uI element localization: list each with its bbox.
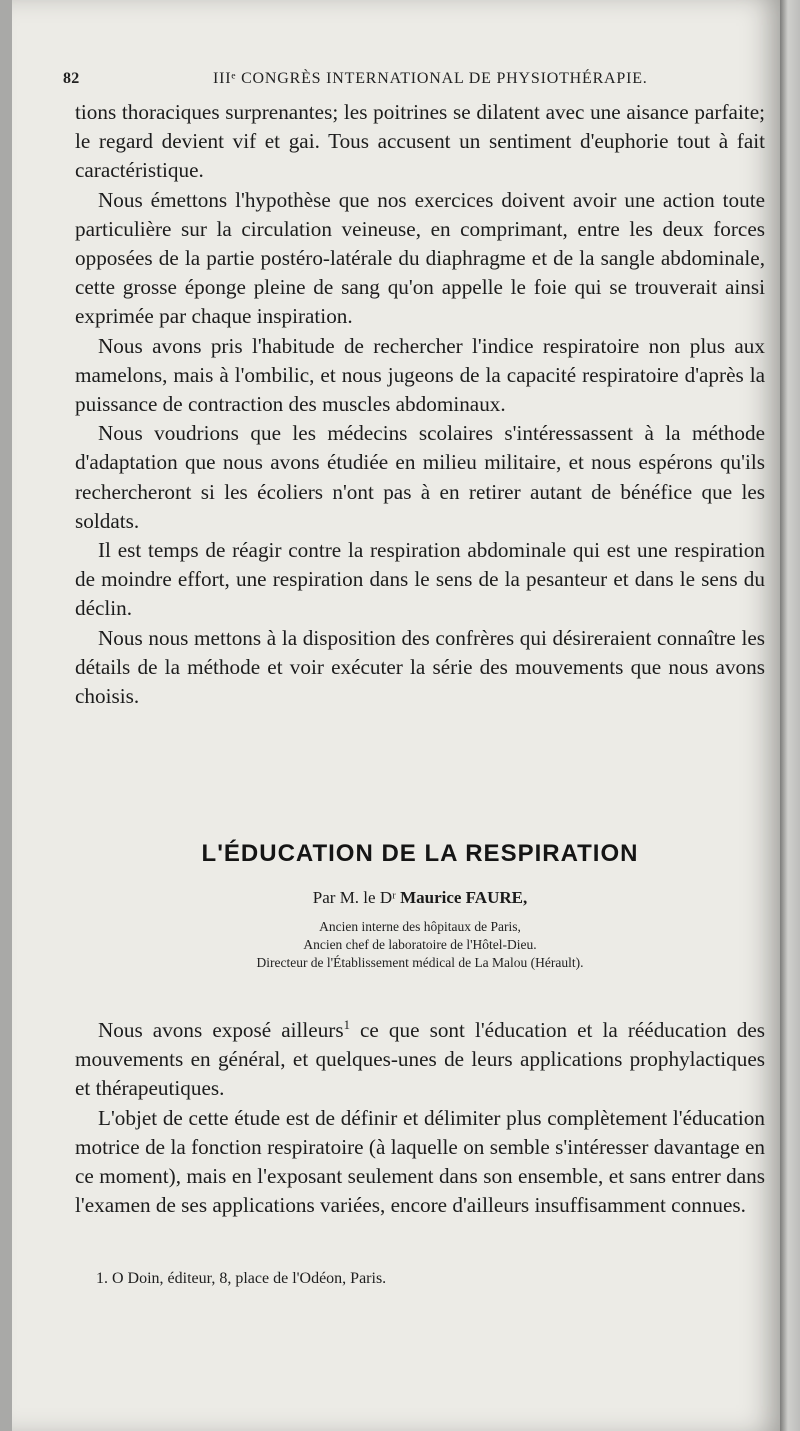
paragraph: Nous avons pris l'habitude de rechercher l'indice respiratoire non plus aux mamelons, mais à l'ombilic, et nous jugeons de la capacité respiratoire d'après la puissance de contraction des muscles abdominaux. xyxy=(75,333,765,417)
paragraph: Nous émettons l'hypothèse que nos exercices doivent avoir une action toute particulière sur la circulation veineuse, en comprimant, entre les deux forces opposées de la partie postéro-latérale du diaphragme et de la sangle abdominale, cette grosse éponge pleine de sang qu'on appelle le foie qui se trouverait ainsi exprimée par chaque inspiration. xyxy=(75,187,765,329)
paragraph-start: Nous avons exposé ailleurs xyxy=(98,1018,344,1042)
footnote: 1. O Doin, éditeur, 8, place de l'Odéon, Paris. xyxy=(96,1270,387,1287)
footnote-mark: 1 xyxy=(343,1017,350,1032)
paragraph: Nous voudrions que les médecins scolaires s'intéressassent à la méthode d'adaptation que nous avons étudiée en milieu militaire, et nous espérons qu'ils rechercheront si les écoliers n'ont pas à en retirer autant de bénéfice que les soldats. xyxy=(75,421,765,533)
article-title: L'ÉDUCATION DE LA RESPIRATION xyxy=(201,840,639,867)
page-number: 82 xyxy=(63,70,80,87)
affiliation-line: Ancien chef de laboratoire de l'Hôtel-Dieu. xyxy=(303,937,537,952)
article-text xyxy=(75,1016,765,1220)
author-affiliations xyxy=(75,918,765,972)
page-edge xyxy=(780,0,800,1431)
author-name: Maurice FAURE, xyxy=(400,888,528,907)
paragraph-end: ce que sont l'éducation et la rééducation des mouvements en général, et quelques-unes de leurs applications prophylactiques et thérapeutiques. xyxy=(75,1018,765,1101)
running-title: IIIᵉ CONGRÈS INTERNATIONAL DE PHYSIOTHÉRAPIE. xyxy=(213,70,648,87)
affiliation-line: Directeur de l'Établissement médical de La Malou (Hérault). xyxy=(256,955,584,970)
article-author xyxy=(75,888,765,908)
paragraph: Il est temps de réagir contre la respiration abdominale qui est une respiration de moindre effort, une respiration dans le sens de la pesanteur et dans le sens du déclin. xyxy=(75,538,765,621)
previous-article-text xyxy=(75,98,765,711)
paragraph: Nous nous mettons à la disposition des confrères qui désireraient connaître les détails de la méthode et voir exécuter la série des mouvements que nous avons choisis. xyxy=(75,625,765,709)
paragraph xyxy=(75,1016,765,1104)
affiliation-line: Ancien interne des hôpitaux de Paris, xyxy=(319,919,521,934)
author-prefix: Par M. le Dʳ xyxy=(312,888,401,907)
paragraph: L'objet de cette étude est de définir et délimiter plus complètement l'éducation motrice de la fonction respiratoire (à laquelle on semble s'intéresser davantage en ce moment), mais en l'exposant seulement dans son ensemble, et sans entrer dans l'examen de ses applications variées, encore d'ailleurs insuffisamment connues. xyxy=(75,1105,765,1218)
paragraph: tions thoraciques surprenantes; les poitrines se dilatent avec une aisance parfaite; le regard devient vif et gai. Tous accusent un sentiment d'euphorie tout à fait caractéristique. xyxy=(75,100,765,183)
